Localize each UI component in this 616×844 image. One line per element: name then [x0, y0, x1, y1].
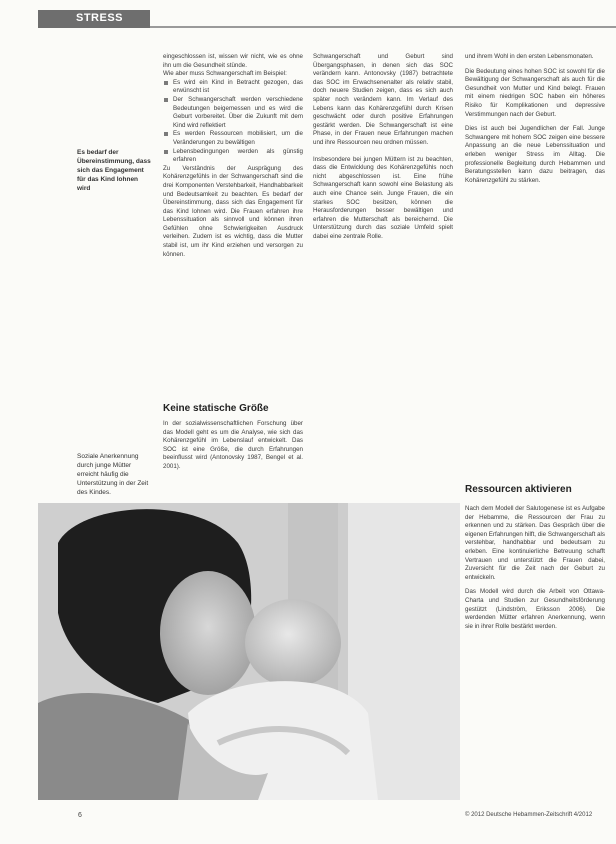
column-3 [465, 53, 605, 185]
col3-paragraph-5: Das Modell wird durch die Arbeit von Ottawa-Charta und Studien zur Gesundheitsförderung gestützt (Lindström, Eriksson 2006). Die werdenden Mütter erfahren Anerkennung, wenn sie in ihrer Rolle bestärkt werden. [465, 588, 605, 630]
bullet-item: Es werden Ressourcen mobilisiert, um die Veränderungen zu bewältigen [163, 130, 303, 147]
heading-keine-statische-groesse: Keine statische Größe [163, 403, 269, 414]
column-3-lower [465, 505, 605, 631]
col1-paragraph-4: In der sozialwissenschaftlichen Forschung über das Modell geht es um die Analyse, wie sich das Kohärenzgefühl im Lebenslauf entwickelt. Das SOC ist eine Größe, die durch Erfahrungen beeinflusst wird (Antonovsky 1987, Bengel et al. 2001). [163, 420, 303, 470]
col1-paragraph-3: Zu Verständnis der Ausprägung des Kohärenzgefühls in der Schwangerschaft sind die drei Komponenten Verstehbarkeit, Handhabbarkeit und Bedeutsamkeit zu beachten. Es bedarf der Übereinstimmung, dass sich das Engagement für das Kind lohnen wird. Die Frauen erfahren ihre Lebenssituation als sinnvoll und können ihren Gefühlen ohne Schwierigkeiten Ausdruck verleihen. Zudem ist es wichtig, dass die Mutter stabil ist, um ihr Kind erziehen und versorgen zu können. [163, 164, 303, 258]
bullet-list [163, 79, 303, 165]
col2-paragraph-1: Schwangerschaft und Geburt sind Übergangsphasen, in denen sich das SOC verändern kann. Antonovsky (1987) betrachtete das SOC im Erwachsenenalter als relativ stabil, doch neuere Studien zeigen, dass es sich auch später noch verändern kann. Im Verlauf des Lebens kann das Kohärenzgefühl durch Krisen geschwächt oder durch positive Erfahrungen gestärkt werden. Die Schwangerschaft ist eine Phase, in der Frauen neue Erfahrungen machen und ihre Ressourcen neu ordnen müssen. [313, 53, 453, 146]
col1-paragraph-1: eingeschlossen ist, wissen wir nicht, wie es ohne ihn um die Gesundheit stünde. [163, 53, 303, 69]
image-caption: Soziale Anerkennung durch junge Mütter erreicht häufig die Unterstützung in der Zeit des Kindes. [77, 453, 149, 496]
bullet-item: Lebensbedingungen werden als günstig erfahren [163, 148, 303, 165]
section-title: STRESS [76, 12, 124, 24]
col2-paragraph-2: Insbesondere bei jungen Müttern ist zu beachten, dass die Entwicklung des Kohärenzgefühls noch nicht abgeschlossen ist. Eine frühe Schwangerschaft kann sowohl eine Belastung als auch eine Chance sein. Junge Frauen, die ein starkes SOC besitzen, können die Herausforderungen besser bewältigen und erfahren die Mutterschaft als bereichernd. Die Unterstützung durch das soziale Umfeld spielt dabei eine zentrale Rolle. [313, 155, 453, 240]
column-2 [313, 53, 453, 241]
bullet-item: Der Schwangerschaft werden verschiedene Bedeutungen beigemessen und es wird die Geburt vorbereitet. Über die Zukunft mit dem Kind wird reflektiert [163, 96, 303, 130]
col3-paragraph-3: Dies ist auch bei Jugendlichen der Fall. Junge Schwangere mit hohem SOC zeigen eine bessere Anpassung an die neue Lebenssituation und erleben weniger Stress im Alltag. Die professionelle Begleitung durch Hebammen und Beratungsstellen kann dazu beitragen, das Kohärenzgefühl zu stärken. [465, 125, 605, 184]
pull-quote: Es bedarf der Übereinstimmung, dass sich das Engagement für das Kind lohnen wird [77, 149, 151, 192]
section-tab [38, 10, 150, 28]
photo-illustration [38, 503, 460, 800]
header-rule [150, 26, 616, 28]
col3-paragraph-2: Die Bedeutung eines hohen SOC ist sowohl für die Bewältigung der Schwangerschaft als auch für die Gesundheit von Mutter und Kind belegt. Frauen mit einem niedrigen SOC haben ein höheres Risiko für Komplikationen und depressive Verstimmungen nach der Geburt. [465, 67, 605, 118]
page-number: 6 [78, 812, 82, 819]
mother-kissing-baby-photo [38, 503, 460, 800]
column-1 [163, 53, 303, 259]
heading-ressourcen-aktivieren: Ressourcen aktivieren [465, 484, 572, 495]
column-1-lower [163, 420, 303, 472]
col3-paragraph-1: und ihrem Wohl in den ersten Lebensmonaten. [465, 53, 594, 60]
col3-paragraph-4: Nach dem Modell der Salutogenese ist es Aufgabe der Hebamme, die Ressourcen der Frau zu erkennen und zu stärken. Das Gespräch über die eigenen Erfahrungen hilft, die Schwangerschaft als verstehbar, handhabbar und bedeutsam zu erleben. Eine kontinuierliche Betreuung schafft Vertrauen und unterstützt die Frauen dabei, Zuversicht für die Zeit nach der Geburt zu entwickeln. [465, 505, 605, 581]
journal-credit: © 2012 Deutsche Hebammen-Zeitschrift 4/2012 [465, 812, 593, 818]
bullet-item: Es wird ein Kind in Betracht gezogen, das erwünscht ist [163, 79, 303, 96]
col1-paragraph-2: Wie aber muss Schwangerschaft im Beispiel: [163, 70, 287, 78]
